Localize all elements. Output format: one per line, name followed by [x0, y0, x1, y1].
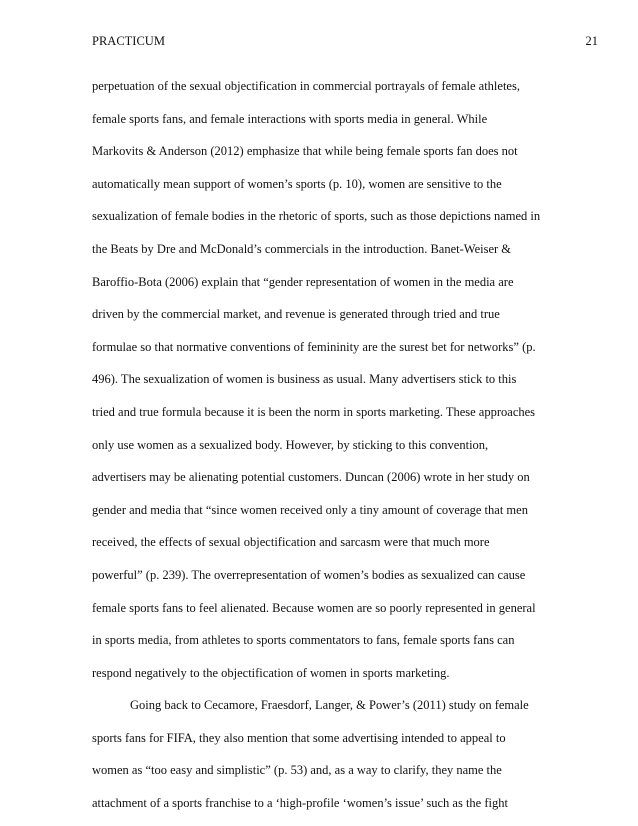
text-line: Markovits & Anderson (2012) emphasize that while being female sports fan does not — [92, 144, 518, 159]
text-line: sports fans for FIFA, they also mention that some advertising intended to appeal to — [92, 730, 506, 745]
text-line: formulae so that normative conventions of femininity are the surest bet for networks” (p. — [92, 339, 536, 354]
page-number: 21 — [585, 34, 598, 48]
body-text — [92, 70, 562, 820]
text-line: respond negatively to the objectification of women in sports marketing. — [92, 665, 450, 680]
text-line: gender and media that “since women received only a tiny amount of coverage that men — [92, 502, 528, 517]
running-head: PRACTICUM — [92, 34, 165, 48]
text-line: 496). The sexualization of women is business as usual. Many advertisers stick to this — [92, 372, 517, 387]
paragraph-first-line: Going back to Cecamore, Fraesdorf, Langer, & Power’s (2011) study on female — [130, 698, 529, 713]
text-line: Baroffio-Bota (2006) explain that “gender representation of women in the media are — [92, 274, 514, 289]
text-line: perpetuation of the sexual objectification in commercial portrayals of female athletes, — [92, 79, 520, 93]
text-line: in sports media, from athletes to sports commentators to fans, female sports fans can — [92, 633, 515, 648]
text-line: powerful” (p. 239). The overrepresentation of women’s bodies as sexualized can cause — [92, 567, 526, 582]
text-line: sexualization of female bodies in the rhetoric of sports, such as those depictions named in — [92, 209, 541, 224]
text-line: tried and true formula because it is been the norm in sports marketing. These approaches — [92, 404, 536, 419]
text-line: received, the effects of sexual objectification and sarcasm were that much more — [92, 535, 490, 550]
text-line: the Beats by Dre and McDonald’s commercials in the introduction. Banet-Weiser & — [92, 241, 512, 256]
page-header — [92, 34, 598, 54]
text-line: female sports fans, and female interactions with sports media in general. While — [92, 111, 488, 126]
text-line: driven by the commercial market, and revenue is generated through tried and true — [92, 307, 500, 322]
text-line: attachment of a sports franchise to a ‘high-profile ‘women’s issue’ such as the fight — [92, 796, 508, 811]
text-line: advertisers may be alienating potential customers. Duncan (2006) wrote in her study on — [92, 470, 530, 485]
text-line: female sports fans to feel alienated. Because women are so poorly represented in general — [92, 600, 536, 615]
text-line: women as “too easy and simplistic” (p. 53) and, as a way to clarify, they name the — [92, 763, 502, 778]
text-line: automatically mean support of women’s sports (p. 10), women are sensitive to the — [92, 176, 502, 191]
text-line: only use women as a sexualized body. However, by sticking to this convention, — [92, 437, 489, 452]
